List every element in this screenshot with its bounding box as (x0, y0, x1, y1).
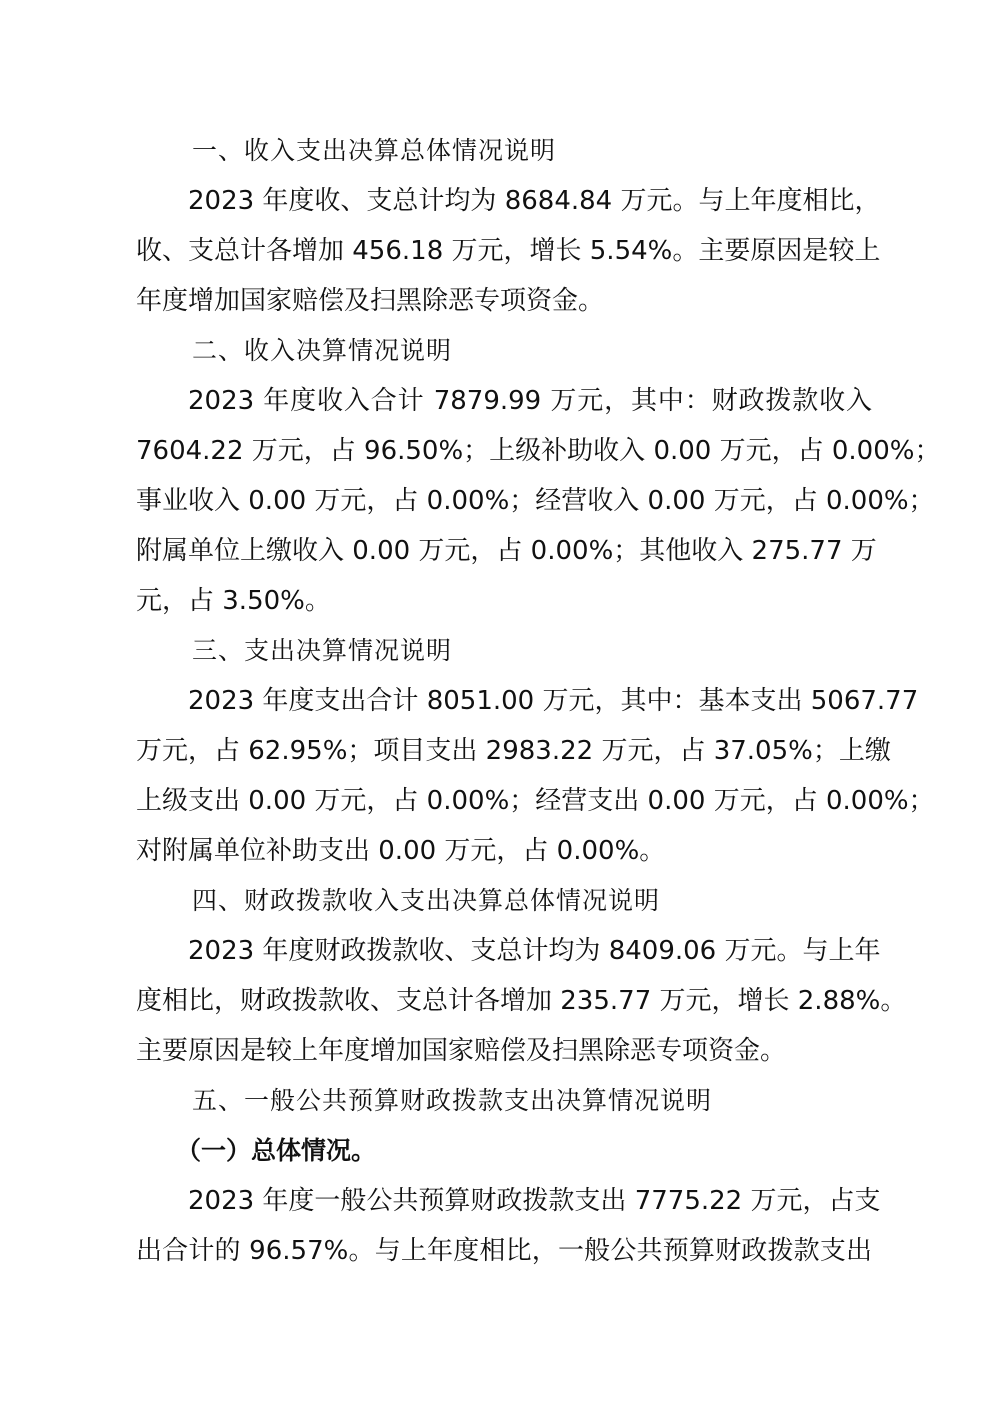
paragraph-line: 年度增加国家赔偿及扫黑除恶专项资金。 (136, 286, 605, 316)
paragraph-line: 出合计的 96.57%。与上年度相比，一般公共预算财政拨款支出 (136, 1236, 872, 1266)
section-heading-3: 三、支出决算情况说明 (192, 636, 453, 665)
paragraph-line: 上级支出 0.00 万元，占 0.00%；经营支出 0.00 万元，占 0.00%； (136, 786, 935, 816)
section-heading-2: 二、收入决算情况说明 (192, 336, 453, 365)
document-body (136, 126, 941, 1276)
paragraph-line: 度相比，财政拨款收、支总计各增加 235.77 万元，增长 2.88%。 (136, 986, 907, 1016)
section-paragraph-5 (136, 1176, 881, 1276)
section-heading-1: 一、收入支出决算总体情况说明 (192, 136, 557, 165)
paragraph-line: 附属单位上缴收入 0.00 万元，占 0.00%；其他收入 275.77 万 (136, 536, 877, 566)
paragraph-line: 7604.22 万元，占 96.50%；上级补助收入 0.00 万元，占 0.00%； (136, 436, 941, 466)
paragraph-line: 万元，占 62.95%；项目支出 2983.22 万元，占 37.05%；上缴 (136, 736, 891, 766)
paragraph-line: 对附属单位补助支出 0.00 万元，占 0.00%。 (136, 836, 666, 866)
section-paragraph-2 (136, 376, 941, 626)
paragraph-line: 2023 年度财政拨款收、支总计均为 8409.06 万元。与上年 (188, 936, 881, 966)
section-paragraph-4 (136, 926, 907, 1076)
section-paragraph-1 (136, 176, 881, 326)
section-heading-4: 四、财政拨款收入支出决算总体情况说明 (192, 886, 661, 915)
paragraph-line: 2023 年度一般公共预算财政拨款支出 7775.22 万元，占支 (188, 1186, 881, 1216)
paragraph-line: 事业收入 0.00 万元，占 0.00%；经营收入 0.00 万元，占 0.00%； (136, 486, 935, 516)
paragraph-line: 收、支总计各增加 456.18 万元，增长 5.54%。主要原因是较上 (136, 236, 881, 266)
paragraph-line: 2023 年度收、支总计均为 8684.84 万元。与上年度相比， (188, 186, 881, 216)
paragraph-line: 元，占 3.50%。 (136, 586, 331, 616)
paragraph-line: 主要原因是较上年度增加国家赔偿及扫黑除恶专项资金。 (136, 1036, 787, 1066)
section-heading-5: 五、一般公共预算财政拨款支出决算情况说明 (192, 1086, 713, 1115)
paragraph-line: 2023 年度支出合计 8051.00 万元，其中：基本支出 5067.77 (188, 686, 919, 716)
subsection-heading: （一）总体情况。 (176, 1136, 377, 1165)
section-paragraph-3 (136, 676, 935, 876)
paragraph-line: 2023 年度收入合计 7879.99 万元，其中：财政拨款收入 (188, 386, 872, 416)
